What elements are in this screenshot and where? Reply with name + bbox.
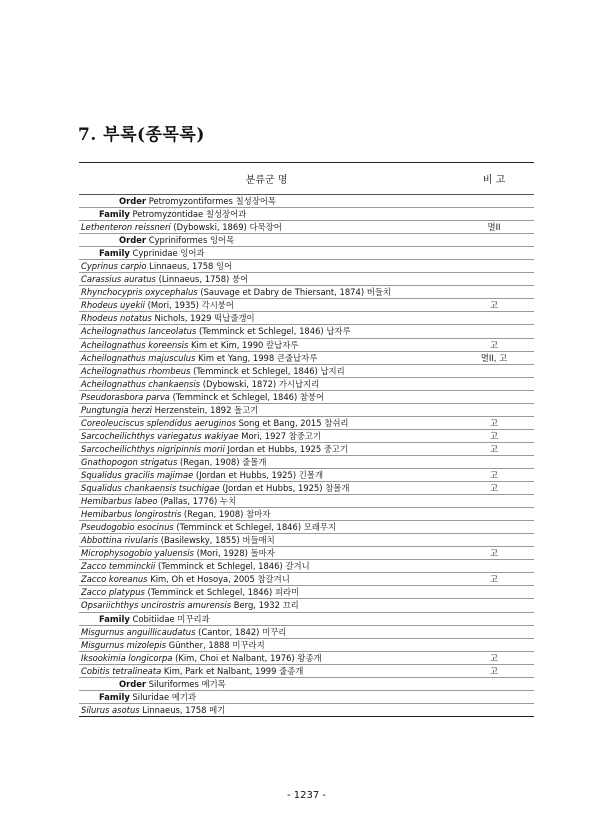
scientific-name: Cyprinus carpio (81, 261, 147, 272)
scientific-name: Pseudorasbora parva (81, 391, 170, 402)
author-and-common-name: Linnaeus, 1758 잉어 (146, 261, 233, 272)
remarks-cell: 고 (454, 299, 534, 312)
scientific-name: Hemibarbus labeo (81, 496, 158, 507)
rank-label: Order (119, 678, 147, 689)
family-heading (81, 692, 196, 702)
taxon-name-cell (79, 690, 454, 703)
remarks-cell (454, 612, 534, 625)
table-row (79, 508, 534, 521)
table-row (79, 625, 534, 638)
remarks-cell (454, 508, 534, 521)
table-row (79, 703, 534, 716)
scientific-name: Gnathopogon strigatus (81, 456, 178, 467)
table-row (79, 442, 534, 455)
table-row (79, 677, 534, 690)
taxon-name-cell (79, 390, 454, 403)
taxon-name-cell (79, 312, 454, 325)
taxon-name-cell (79, 403, 454, 416)
remarks-cell (454, 690, 534, 703)
column-header-taxon-name: 분류군 명 (79, 163, 454, 195)
taxon-name-cell (79, 534, 454, 547)
author-and-common-name: Song et Bang, 2015 참쉬리 (235, 417, 349, 428)
taxon-name-cell (79, 429, 454, 442)
scientific-name: Pseudogobio esocinus (81, 522, 174, 533)
remarks-cell: 고 (454, 573, 534, 586)
remarks-cell (454, 625, 534, 638)
taxon-name-cell (79, 455, 454, 468)
scientific-name: Carassius auratus (81, 274, 156, 285)
table-row (79, 312, 534, 325)
table-row (79, 521, 534, 534)
author-and-common-name: Kim et Kim, 1990 칼납자루 (188, 339, 299, 350)
scientific-name: Squalidus chankaensis tsuchigae (81, 483, 220, 494)
remarks-cell: 고 (454, 664, 534, 677)
author-and-common-name: (Jordan et Hubbs, 1925) 참몰개 (219, 483, 350, 494)
author-and-common-name: (Dybowski, 1872) 가시납지리 (200, 378, 320, 389)
taxon-name-cell (79, 195, 454, 208)
table-row (79, 377, 534, 390)
page-number: - 1237 - (286, 790, 327, 801)
author-and-common-name: (Regan, 1908) 줄몰개 (177, 456, 267, 467)
table-row (79, 351, 534, 364)
remarks-cell (454, 273, 534, 286)
scientific-name: Misgurnus mizolepis (81, 639, 167, 650)
species-list-table (79, 162, 534, 717)
scientific-name: Zacco koreanus (81, 574, 148, 585)
remarks-cell (454, 455, 534, 468)
scientific-name: Acheilognathus lanceolatus (81, 326, 197, 337)
remarks-cell (454, 208, 534, 221)
table-row (79, 234, 534, 247)
author-and-common-name: (Linnaeus, 1758) 붕어 (155, 274, 249, 285)
table-row (79, 325, 534, 338)
remarks-cell: 고 (454, 338, 534, 351)
remarks-cell: 고 (454, 442, 534, 455)
remarks-cell (454, 521, 534, 534)
rank-label: Order (119, 196, 147, 207)
remarks-cell: 고 (454, 482, 534, 495)
taxon-name-cell (79, 351, 454, 364)
author-and-common-name: Kim et Yang, 1998 큰줄납자루 (195, 352, 318, 363)
scientific-name: Rhodeus notatus (81, 313, 152, 324)
taxon-name: Petromyzontiformes 칠성장어목 (148, 196, 277, 207)
taxon-name-cell (79, 234, 454, 247)
table-row (79, 560, 534, 573)
scientific-name: Acheilognathus chankaensis (81, 378, 201, 389)
taxon-name-cell (79, 703, 454, 716)
author-and-common-name: Günther, 1888 미꾸라지 (166, 639, 265, 650)
family-heading (81, 248, 205, 258)
taxon-name: Cyprinidae 잉어과 (132, 248, 205, 259)
table-row (79, 195, 534, 208)
column-header-remarks: 비 고 (454, 163, 534, 195)
scientific-name: Hemibarbus longirostris (81, 509, 182, 520)
remarks-cell (454, 364, 534, 377)
taxon-name-cell (79, 547, 454, 560)
taxon-name-cell (79, 625, 454, 638)
taxon-name-cell (79, 495, 454, 508)
table-row (79, 247, 534, 260)
author-and-common-name: (Mori, 1935) 각시붕어 (144, 300, 234, 311)
scientific-name: Acheilognathus koreensis (81, 339, 189, 350)
table-row (79, 390, 534, 403)
rank-label: Family (99, 209, 130, 220)
taxon-name-cell (79, 364, 454, 377)
scientific-name: Lethenteron reissneri (81, 222, 171, 233)
remarks-cell (454, 495, 534, 508)
table-row (79, 403, 534, 416)
author-and-common-name: Nichols, 1929 떡납줄갱이 (151, 313, 255, 324)
scientific-name: Opsariichthys uncirostris amurensis (81, 600, 232, 611)
taxon-name-cell (79, 612, 454, 625)
table-row (79, 273, 534, 286)
taxon-name-cell (79, 273, 454, 286)
remarks-cell (454, 312, 534, 325)
author-and-common-name: (Sauvage et Dabry de Thiersant, 1874) 버들치 (197, 287, 392, 298)
remarks-cell (454, 260, 534, 273)
author-and-common-name: (Temminck et Schlegel, 1846) 납자루 (196, 326, 351, 337)
taxon-name: Siluridae 메기과 (132, 691, 197, 702)
table-row (79, 286, 534, 299)
table-row (79, 482, 534, 495)
remarks-cell: 고 (454, 651, 534, 664)
remarks-cell (454, 638, 534, 651)
taxon-name-cell (79, 299, 454, 312)
table-row (79, 455, 534, 468)
author-and-common-name: Kim, Oh et Hosoya, 2005 참갈겨니 (147, 574, 290, 585)
scientific-name: Cobitis tetralineata (81, 665, 162, 676)
taxon-name-cell (79, 468, 454, 481)
taxon-name-cell (79, 508, 454, 521)
author-and-common-name: (Regan, 1908) 참마자 (181, 509, 271, 520)
table-row (79, 468, 534, 481)
table-row (79, 208, 534, 221)
table-row (79, 429, 534, 442)
remarks-cell: 고 (454, 429, 534, 442)
remarks-cell: 멸II, 고 (454, 351, 534, 364)
remarks-cell (454, 234, 534, 247)
rank-label: Order (119, 235, 147, 246)
remarks-cell (454, 599, 534, 612)
remarks-cell: 고 (454, 416, 534, 429)
taxon-name-cell (79, 338, 454, 351)
remarks-cell: 고 (454, 468, 534, 481)
taxon-name-cell (79, 442, 454, 455)
table-row (79, 495, 534, 508)
table-row (79, 547, 534, 560)
order-heading (81, 196, 276, 206)
scientific-name: Silurus asotus (81, 704, 140, 715)
scientific-name: Zacco temminckii (81, 561, 156, 572)
author-and-common-name: (Dybowski, 1869) 다묵장어 (170, 222, 282, 233)
family-heading (81, 209, 246, 219)
author-and-common-name: (Temminck et Schlegel, 1846) 갈겨니 (155, 561, 310, 572)
scientific-name: Rhodeus uyekii (81, 300, 145, 311)
table-row (79, 221, 534, 234)
taxon-name-cell (79, 664, 454, 677)
table-row (79, 299, 534, 312)
taxon-name: Cypriniformes 잉어목 (148, 235, 235, 246)
taxon-name-cell (79, 286, 454, 299)
remarks-cell (454, 286, 534, 299)
taxon-name-cell (79, 521, 454, 534)
remarks-cell (454, 390, 534, 403)
taxon-name-cell (79, 208, 454, 221)
author-and-common-name: (Basilewsky, 1855) 버들매치 (158, 535, 275, 546)
rank-label: Family (99, 613, 130, 624)
remarks-cell (454, 377, 534, 390)
scientific-name: Squalidus gracilis majimae (81, 470, 194, 480)
taxon-name-cell (79, 638, 454, 651)
table-row (79, 534, 534, 547)
author-and-common-name: (Temminck et Schlegel, 1846) 모래무지 (173, 522, 337, 533)
table-header-row (79, 163, 534, 195)
taxon-name-cell (79, 221, 454, 234)
table-row (79, 651, 534, 664)
table-row (79, 416, 534, 429)
author-and-common-name: Kim, Park et Nalbant, 1999 줄종개 (161, 665, 304, 676)
author-and-common-name: (Mori, 1928) 돌마자 (193, 548, 275, 559)
author-and-common-name: (Temminck et Schlegel, 1846) 납지리 (190, 365, 345, 376)
table-row (79, 690, 534, 703)
scientific-name: Acheilognathus majusculus (81, 352, 196, 363)
remarks-cell (454, 195, 534, 208)
scientific-name: Coreoleuciscus splendidus aeruginos (81, 417, 236, 428)
scientific-name: Acheilognathus rhombeus (81, 365, 191, 376)
remarks-cell: 멸II (454, 221, 534, 234)
table-row (79, 573, 534, 586)
taxon-name-cell (79, 586, 454, 599)
order-heading (81, 235, 234, 245)
table-row (79, 599, 534, 612)
author-and-common-name: (Jordan et Hubbs, 1925) 긴몰개 (193, 470, 324, 480)
table-row (79, 664, 534, 677)
table-row (79, 638, 534, 651)
author-and-common-name: Jordan et Hubbs, 1925 중고기 (224, 443, 349, 454)
rank-label: Family (99, 248, 130, 259)
table-row (79, 364, 534, 377)
taxon-name-cell (79, 482, 454, 495)
taxon-name-cell (79, 651, 454, 664)
scientific-name: Zacco platypus (81, 587, 145, 598)
page-title: 7. 부록(종목록) (78, 125, 205, 145)
author-and-common-name: Linnaeus, 1758 메기 (139, 704, 226, 715)
author-and-common-name: Herzenstein, 1892 돌고기 (151, 404, 259, 415)
author-and-common-name: (Cantor, 1842) 미꾸리 (195, 626, 287, 637)
taxon-name-cell (79, 560, 454, 573)
author-and-common-name: (Temminck et Schlegel, 1846) 참붕어 (169, 391, 325, 402)
taxon-name-cell (79, 377, 454, 390)
author-and-common-name: Berg, 1932 끄리 (231, 600, 299, 611)
remarks-cell (454, 403, 534, 416)
remarks-cell (454, 677, 534, 690)
scientific-name: Iksookimia longicorpa (81, 652, 173, 663)
remarks-cell: 고 (454, 547, 534, 560)
scientific-name: Sarcocheilichthys variegatus wakiyae (81, 430, 239, 441)
taxon-name-cell (79, 325, 454, 338)
scientific-name: Microphysogobio yaluensis (81, 548, 194, 559)
table-row (79, 586, 534, 599)
author-and-common-name: (Kim, Choi et Nalbant, 1976) 왕종개 (172, 652, 322, 663)
remarks-cell (454, 560, 534, 573)
author-and-common-name: (Pallas, 1776) 누치 (157, 496, 237, 507)
table-row (79, 612, 534, 625)
order-heading (81, 679, 226, 689)
remarks-cell (454, 325, 534, 338)
table-row (79, 338, 534, 351)
taxon-name-cell (79, 260, 454, 273)
author-and-common-name: (Temminck et Schlegel, 1846) 피라미 (144, 587, 300, 598)
family-heading (81, 614, 210, 624)
taxon-name-cell (79, 573, 454, 586)
taxon-name-cell (79, 677, 454, 690)
remarks-cell (454, 534, 534, 547)
taxon-name-cell (79, 416, 454, 429)
scientific-name: Rhynchocypris oxycephalus (81, 287, 198, 298)
remarks-cell (454, 703, 534, 716)
scientific-name: Pungtungia herzi (81, 404, 152, 415)
author-and-common-name: Mori, 1927 참중고기 (238, 430, 322, 441)
remarks-cell (454, 247, 534, 260)
taxon-name: Petromyzontidae 칠성장어과 (132, 209, 247, 220)
scientific-name: Misgurnus anguillicaudatus (81, 626, 196, 637)
taxon-name-cell (79, 599, 454, 612)
remarks-cell (454, 586, 534, 599)
table-row (79, 260, 534, 273)
scientific-name: Abbottina rivularis (81, 535, 159, 546)
scientific-name: Sarcocheilichthys nigripinnis morii (81, 443, 225, 454)
rank-label: Family (99, 691, 130, 702)
taxon-name: Cobitiidae 미꾸리과 (132, 613, 210, 624)
taxon-name-cell (79, 247, 454, 260)
taxon-name: Siluriformes 메기목 (148, 678, 226, 689)
